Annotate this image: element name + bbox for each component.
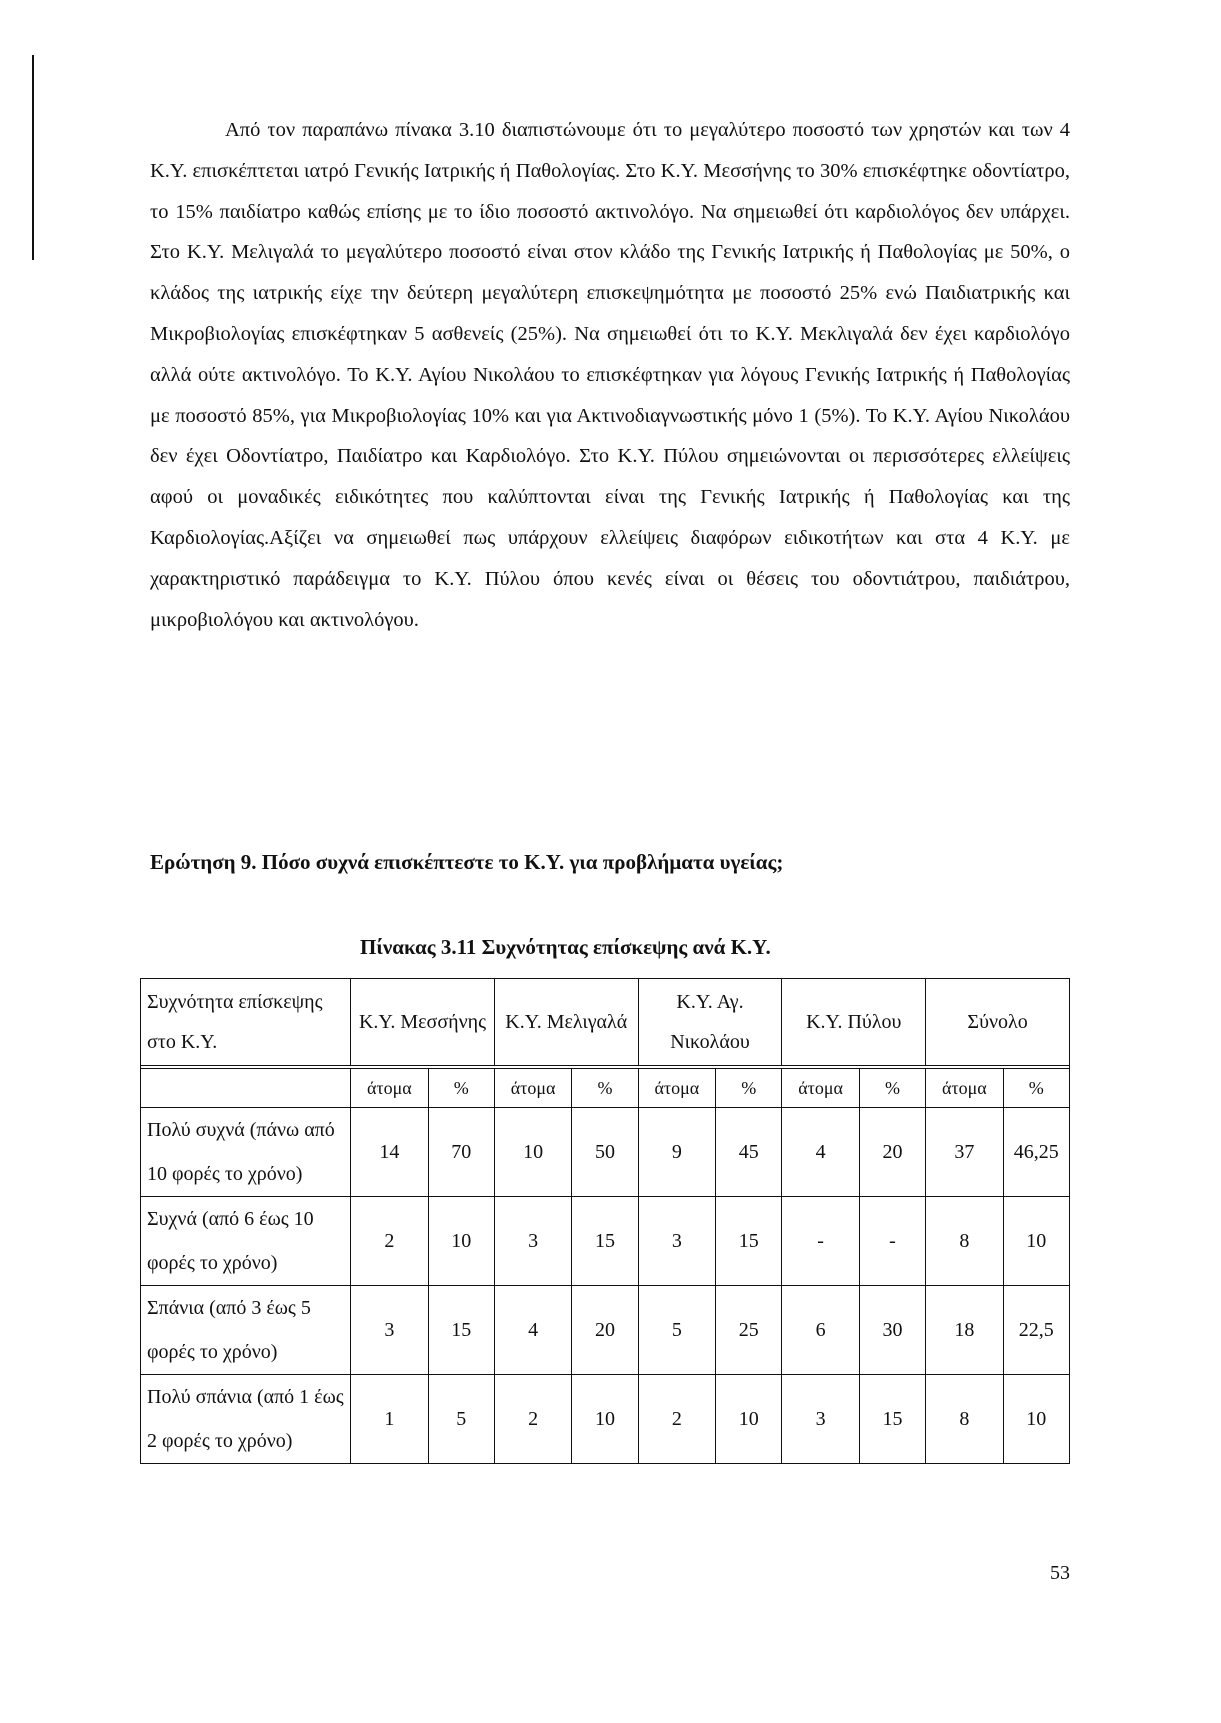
table-cell: 20 [572, 1286, 638, 1375]
page-number: 53 [1050, 1562, 1070, 1584]
subheader-cell: % [572, 1069, 638, 1108]
table-caption: Πίνακας 3.11 Συχνότητας επίσκεψης ανά Κ.Υ. [360, 935, 771, 959]
table-row [141, 1375, 1070, 1464]
table-cell: 8 [926, 1375, 1003, 1464]
table-cell: 4 [494, 1286, 571, 1375]
column-group-header: Σύνολο [926, 979, 1070, 1066]
table-row [141, 1286, 1070, 1375]
subheader-cell: % [428, 1069, 494, 1108]
table-cell: 3 [494, 1197, 571, 1286]
table-cell: 45 [716, 1108, 782, 1197]
table-cell: 18 [926, 1286, 1003, 1375]
empty-cell [141, 1069, 351, 1108]
column-group-header: Κ.Υ. Αγ. Νικολάου [638, 979, 782, 1066]
subheader-cell: % [716, 1069, 782, 1108]
table-cell: 3 [351, 1286, 428, 1375]
table-cell: - [859, 1197, 925, 1286]
table-cell: 25 [716, 1286, 782, 1375]
row-label: Σπάνια (από 3 έως 5 φορές το χρόνο) [141, 1286, 351, 1375]
table-cell: 22,5 [1003, 1286, 1069, 1375]
table-cell: 70 [428, 1108, 494, 1197]
table-cell: 10 [572, 1375, 638, 1464]
table-cell: 46,25 [1003, 1108, 1069, 1197]
subheader-cell: % [859, 1069, 925, 1108]
row-label: Πολύ σπάνια (από 1 έως 2 φορές το χρόνο) [141, 1375, 351, 1464]
table-cell: 10 [428, 1197, 494, 1286]
table-cell: 15 [428, 1286, 494, 1375]
frequency-table [140, 978, 1070, 1464]
question-heading: Ερώτηση 9. Πόσο συχνά επισκέπτεστε το Κ.Υ. για προβλήματα υγείας; [150, 850, 784, 874]
table-cell: 20 [859, 1108, 925, 1197]
table-cell: 5 [428, 1375, 494, 1464]
column-group-header: Κ.Υ. Μελιγαλά [494, 979, 638, 1066]
subheader-cell: άτομα [351, 1069, 428, 1108]
table-cell: 8 [926, 1197, 1003, 1286]
table-cell: - [782, 1197, 859, 1286]
body-paragraph: Από τον παραπάνω πίνακα 3.10 διαπιστώνουμε ότι το μεγαλύτερο ποσοστό των χρηστών και των 4 Κ.Υ. επισκέπτεται ιατρό Γενικής Ιατρικής ή Παθολογίας. Στο Κ.Υ. Μεσσήνης το 30% επισκέφτηκε οδοντίατρο, το 15% παιδίατρο καθώς επίσης με το ίδιο ποσοστό ακτινολόγο. Να σημειωθεί ότι καρδιολόγος δεν υπάρχει. Στο Κ.Υ. Μελιγαλά το μεγαλύτερο ποσοστό είναι στον κλάδο της Γενικής Ιατρικής ή Παθολογίας με 50%, ο κλάδος της ιατρικής είχε την δεύτερη μεγαλύτερη επισκεψημότητα με ποσοστό 25% ενώ Παιδιατρικής και Μικροβιολογίας επισκέφτηκαν 5 ασθενείς (25%). Να σημειωθεί ότι το Κ.Υ. Μεκλιγαλά δεν έχει καρδιολόγο αλλά ούτε ακτινολόγο. Το Κ.Υ. Αγίου Νικολάου το επισκέφτηκαν για λόγους Γενικής Ιατρικής ή Παθολογίας με ποσοστό 85%, για Μικροβιολογίας 10% και για Ακτινοδιαγνωστικής μόνο 1 (5%). Το Κ.Υ. Αγίου Νικολάου δεν έχει Οδοντίατρο, Παιδίατρο και Καρδιολόγο. Στο Κ.Υ. Πύλου σημειώνονται οι περισσότερες ελλείψεις αφού οι μοναδικές ειδικότητες που καλύπτονται είναι της Γενικής Ιατρικής ή Παθολογίας και της Καρδιολογίας.Αξίζει να σημειωθεί πως υπάρχουν ελλείψεις διαφόρων ειδικοτήτων και στα 4 Κ.Υ. με χαρακτηριστικό παράδειγμα το Κ.Υ. Πύλου όπου κενές είναι οι θέσεις του οδοντιάτρου, παιδιάτρου, μικροβιολόγου και ακτινολόγου. [150, 119, 1070, 631]
subheader-cell: % [1003, 1069, 1069, 1108]
table-cell: 50 [572, 1108, 638, 1197]
table-cell: 2 [494, 1375, 571, 1464]
table-cell: 37 [926, 1108, 1003, 1197]
table-cell: 4 [782, 1108, 859, 1197]
table-cell: 10 [1003, 1197, 1069, 1286]
subheader-cell: άτομα [494, 1069, 571, 1108]
table-cell: 10 [716, 1375, 782, 1464]
subheader-cell: άτομα [926, 1069, 1003, 1108]
row-label: Συχνά (από 6 έως 10 φορές το χρόνο) [141, 1197, 351, 1286]
corner-header: Συχνότητα επίσκεψης στο Κ.Υ. [141, 979, 351, 1066]
row-label: Πολύ συχνά (πάνω από 10 φορές το χρόνο) [141, 1108, 351, 1197]
table-row [141, 1197, 1070, 1286]
column-group-header: Κ.Υ. Μεσσήνης [351, 979, 495, 1066]
subheader-row [141, 1069, 1070, 1108]
subheader-cell: άτομα [638, 1069, 715, 1108]
table-cell: 10 [1003, 1375, 1069, 1464]
table-cell: 2 [638, 1375, 715, 1464]
table-cell: 6 [782, 1286, 859, 1375]
table-row [141, 1108, 1070, 1197]
table-cell: 2 [351, 1197, 428, 1286]
table-cell: 10 [494, 1108, 571, 1197]
table-cell: 5 [638, 1286, 715, 1375]
table-cell: 15 [716, 1197, 782, 1286]
table-cell: 15 [572, 1197, 638, 1286]
table-cell: 15 [859, 1375, 925, 1464]
column-group-header: Κ.Υ. Πύλου [782, 979, 926, 1066]
table-cell: 14 [351, 1108, 428, 1197]
subheader-cell: άτομα [782, 1069, 859, 1108]
table-cell: 9 [638, 1108, 715, 1197]
table-cell: 1 [351, 1375, 428, 1464]
table-cell: 30 [859, 1286, 925, 1375]
table-cell: 3 [782, 1375, 859, 1464]
table-header-row [141, 979, 1070, 1066]
table-cell: 3 [638, 1197, 715, 1286]
left-margin-line [32, 55, 34, 260]
